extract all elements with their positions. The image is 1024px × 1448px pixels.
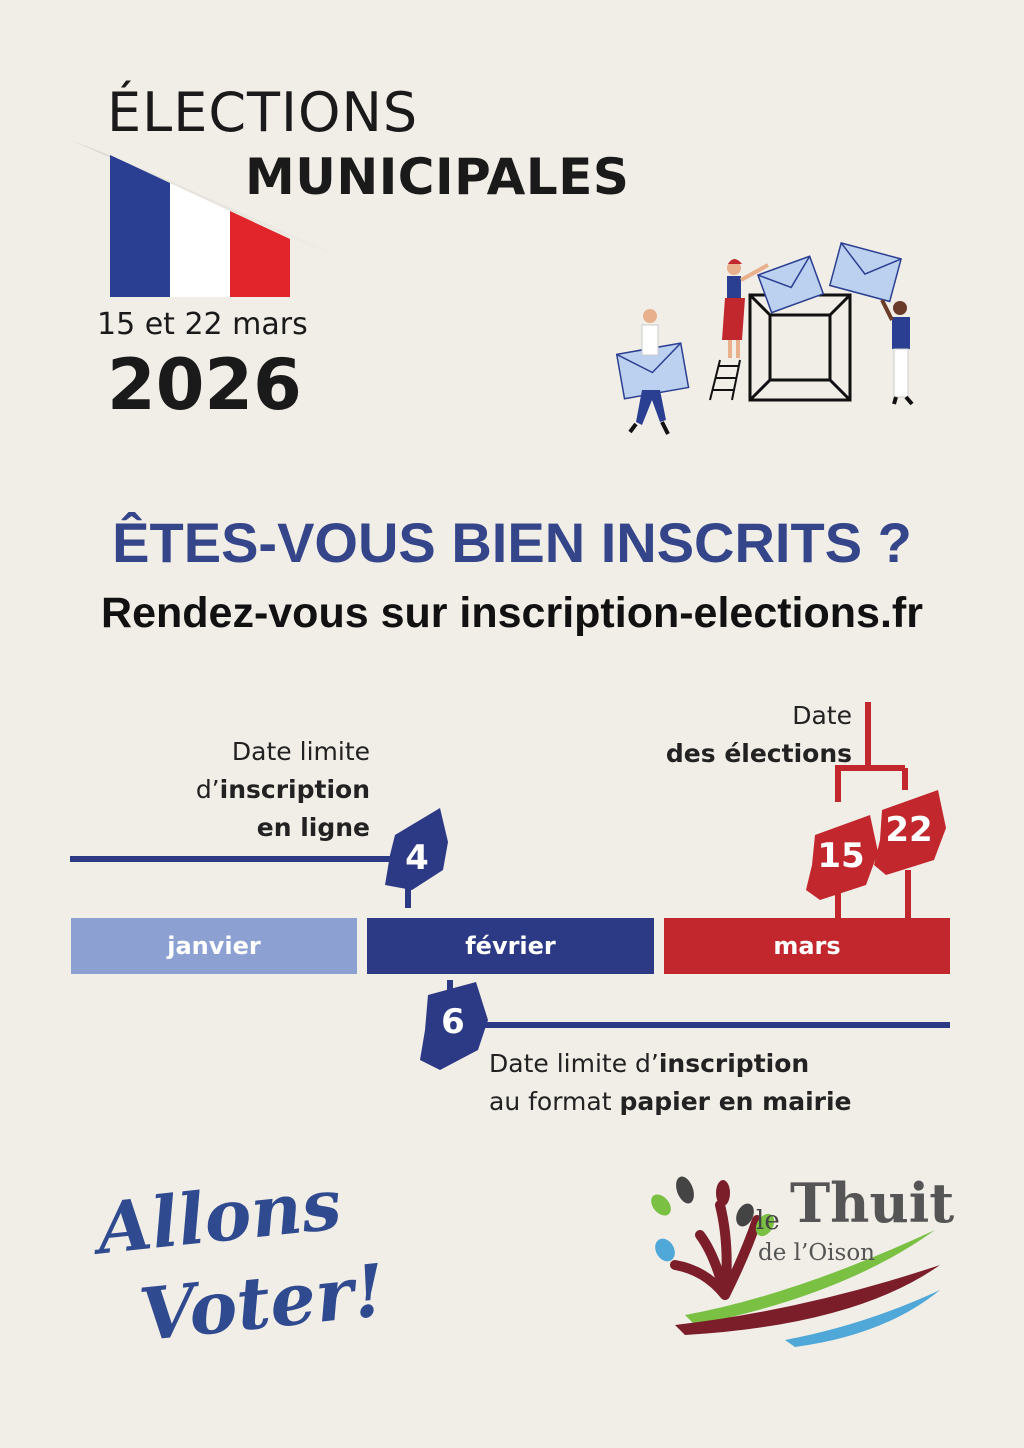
registration-website-cta: Rendez-vous sur inscription-elections.fr (101, 589, 923, 637)
online-deadline-line1: Date limite (231, 737, 370, 766)
paper-deadline-day: 6 (441, 1002, 465, 1042)
registration-question: ÊTES-VOUS BIEN INSCRITS ? (112, 511, 912, 574)
election-day2: 22 (885, 810, 933, 850)
ballot-box-illustration (600, 240, 940, 450)
online-deadline-line2: d’inscription (195, 775, 370, 804)
commune-suffix: de l’Oison (758, 1240, 875, 1266)
month-january: janvier (71, 918, 357, 974)
paper-deadline-line2: au format papier en mairie (489, 1087, 852, 1116)
paper-deadline-line1: Date limite d’inscription (489, 1049, 810, 1078)
commune-name: Thuit (790, 1171, 955, 1235)
election-label-line1: Date (792, 701, 852, 730)
month-march: mars (664, 918, 950, 974)
election-dates-label (640, 697, 852, 773)
month-february: février (367, 918, 654, 974)
election-label-line2: des élections (665, 739, 852, 768)
election-day1: 15 (817, 836, 865, 876)
election-dates-text: 15 et 22 mars (97, 307, 308, 342)
election-year: 2026 (107, 344, 302, 426)
svg-text:Allons: Allons (93, 1162, 345, 1271)
allons-voter-logo (90, 1162, 389, 1360)
heading-elections: ÉLECTIONS (107, 81, 419, 144)
online-deadline-label (170, 733, 370, 847)
heading-municipales: MUNICIPALES (245, 148, 630, 206)
svg-text:Voter!: Voter! (135, 1247, 389, 1358)
online-deadline-line3: en ligne (256, 813, 370, 842)
paper-deadline-label (489, 1045, 889, 1121)
commune-prefix: le (756, 1206, 780, 1236)
online-deadline-day: 4 (405, 838, 429, 878)
